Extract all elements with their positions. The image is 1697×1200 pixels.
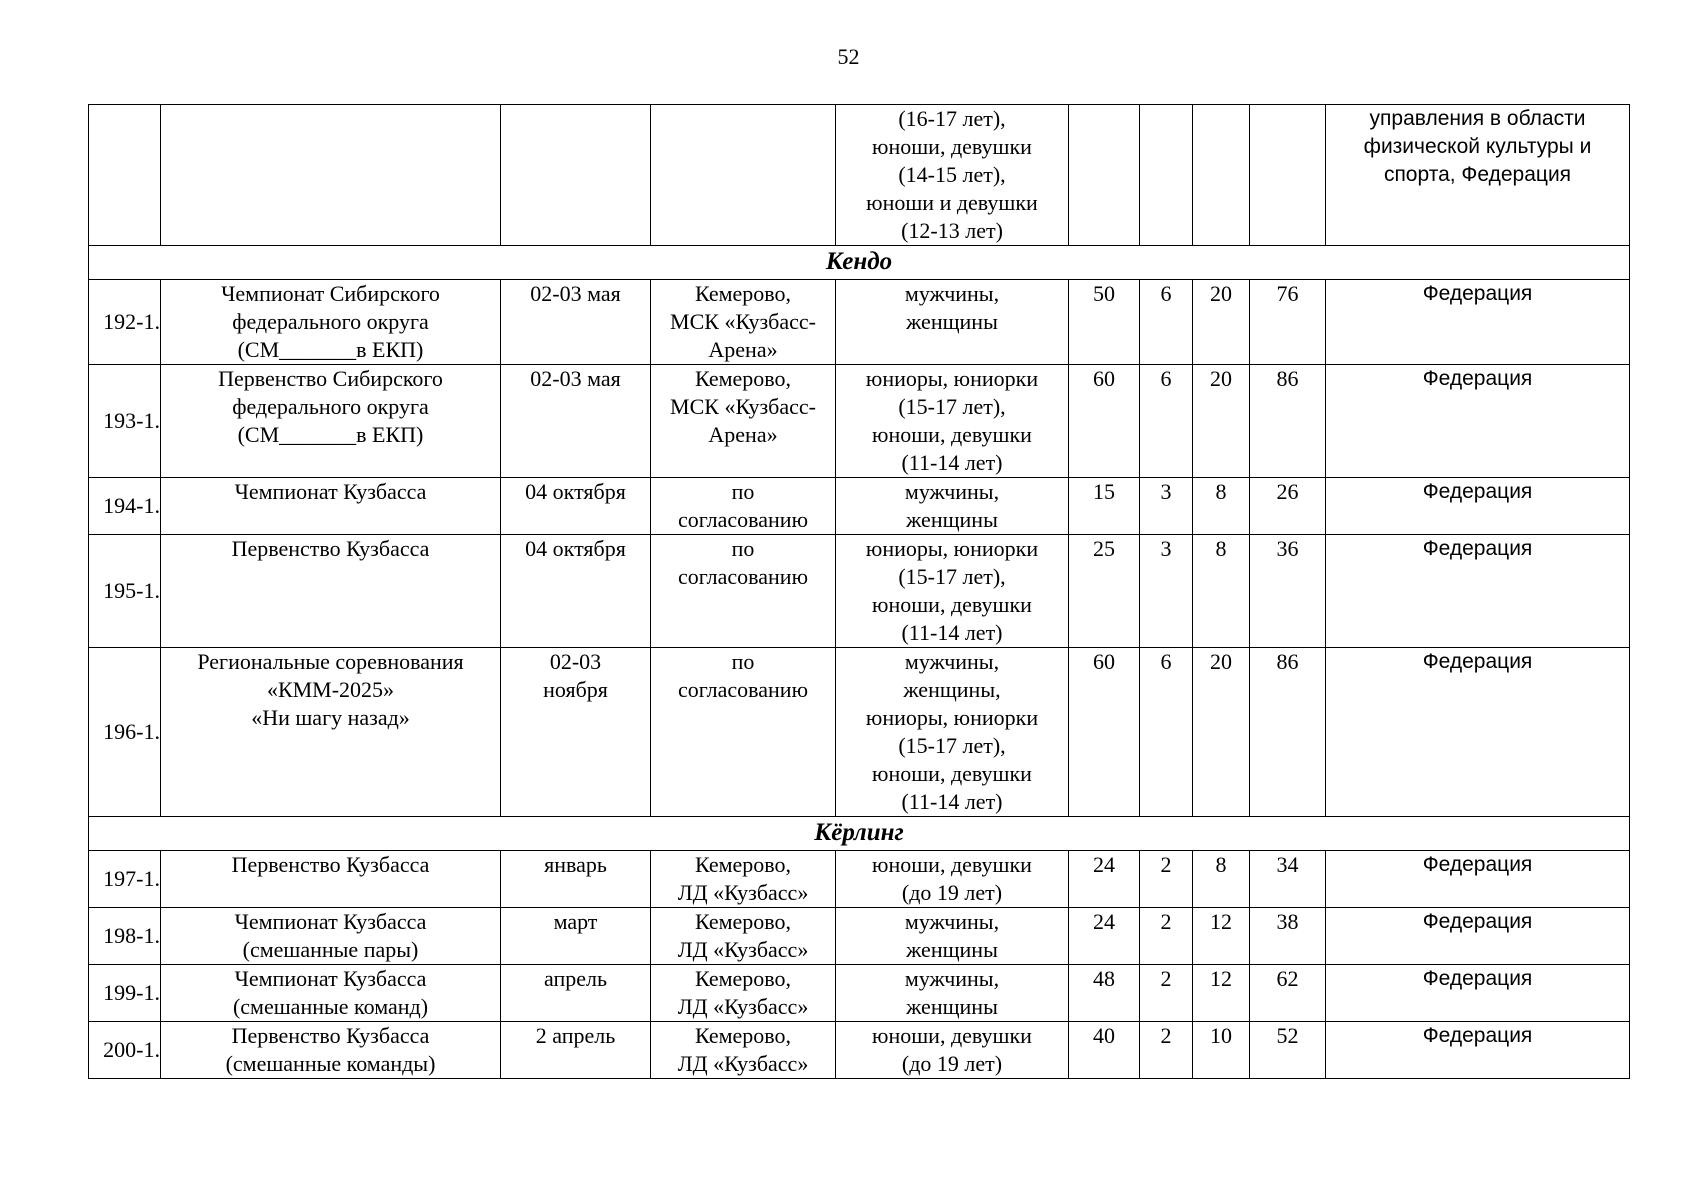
event-name-cell-line: Региональные соревнования — [197, 649, 464, 674]
count-cell-line: 25 — [1093, 536, 1115, 561]
organizer-cell-line: Федерация — [1422, 367, 1533, 390]
participants-cell-line: юниоры, юниорки — [865, 366, 1039, 391]
participants-cell — [836, 908, 1069, 965]
count-cell-line: 10 — [1210, 1023, 1232, 1048]
count-cell-line: 60 — [1093, 366, 1115, 391]
participants-cell-line: женщины — [906, 937, 998, 962]
event-name-cell-line: «Ни шагу назад» — [251, 705, 410, 730]
event-name-cell-line: Чемпионат Кузбасса — [234, 479, 427, 504]
event-name-cell-line: (смешанные команды) — [225, 1051, 436, 1076]
place-cell — [651, 908, 836, 965]
count-cell-line: 48 — [1093, 966, 1115, 991]
table-row-continuation — [89, 105, 1630, 246]
event-name-cell-line: Чемпионат Кузбасса — [234, 909, 427, 934]
num-cell-line: 199-1. — [103, 980, 160, 1005]
participants-cell — [836, 965, 1069, 1022]
section-title — [89, 246, 1630, 280]
participants-cell — [836, 280, 1069, 365]
table-body — [89, 105, 1630, 1079]
num-cell — [89, 851, 161, 908]
table-row — [89, 365, 1630, 478]
count-cell — [1140, 965, 1193, 1022]
event-name-cell — [161, 965, 501, 1022]
participants-cell-line: женщины — [906, 507, 998, 532]
section-row — [89, 817, 1630, 851]
place-cell-line: Кемерово, — [694, 909, 792, 934]
date-cell — [501, 965, 651, 1022]
num-cell-line: 198-1. — [103, 923, 160, 948]
count-cell — [1193, 105, 1250, 246]
num-cell — [89, 105, 161, 246]
participants-cell-line: (до 19 лет) — [901, 880, 1003, 905]
place-cell-line: согласованию — [677, 564, 809, 589]
place-cell — [651, 105, 836, 246]
count-cell — [1140, 535, 1193, 648]
participants-cell-line: (15-17 лет), — [898, 733, 1006, 758]
date-cell-line: ноября — [543, 677, 608, 702]
organizer-cell — [1326, 105, 1630, 246]
place-cell — [651, 535, 836, 648]
place-cell — [651, 965, 836, 1022]
count-cell-line: 50 — [1093, 281, 1115, 306]
table-row — [89, 851, 1630, 908]
event-name-cell-line: федерального округа — [232, 309, 429, 334]
count-cell-line: 52 — [1276, 1023, 1299, 1048]
num-cell-line: 194-1. — [103, 493, 160, 518]
participants-cell — [836, 105, 1069, 246]
count-cell — [1140, 105, 1193, 246]
participants-cell — [836, 851, 1069, 908]
count-cell-line: 24 — [1093, 852, 1115, 877]
place-cell — [651, 478, 836, 535]
organizer-cell — [1326, 478, 1630, 535]
participants-cell-line: мужчины, — [904, 966, 1000, 991]
count-cell — [1069, 365, 1140, 478]
num-cell — [89, 365, 161, 478]
participants-cell-line: юноши, девушки — [872, 422, 1032, 447]
organizer-cell — [1326, 851, 1630, 908]
participants-cell-line: мужчины, — [904, 281, 1000, 306]
participants-cell-line: (14-15 лет), — [898, 162, 1006, 187]
count-cell-line: 2 — [1160, 966, 1172, 991]
date-cell-line: 02-03 — [549, 649, 602, 674]
count-cell-line: 86 — [1276, 366, 1299, 391]
count-cell — [1069, 478, 1140, 535]
place-cell-line: согласованию — [677, 677, 809, 702]
place-cell-line: ЛД «Кузбасс» — [677, 994, 809, 1019]
count-cell — [1069, 648, 1140, 817]
count-cell — [1069, 908, 1140, 965]
event-name-cell-line: «КММ-2025» — [266, 677, 395, 702]
organizer-cell — [1326, 1022, 1630, 1079]
participants-cell — [836, 365, 1069, 478]
count-cell-line: 12 — [1210, 966, 1232, 991]
count-cell — [1069, 965, 1140, 1022]
num-cell-line: 196-1. — [103, 719, 160, 744]
participants-cell — [836, 478, 1069, 535]
participants-cell-line: юноши и девушки — [866, 190, 1038, 215]
place-cell-line: МСК «Кузбасс- — [670, 394, 816, 419]
participants-cell-line: (11-14 лет) — [901, 620, 1003, 645]
count-cell-line: 62 — [1276, 966, 1299, 991]
count-cell — [1250, 105, 1326, 246]
organizer-cell — [1326, 280, 1630, 365]
place-cell-line: Кемерово, — [694, 1023, 792, 1048]
place-cell-line: по — [731, 536, 755, 561]
date-cell-line: январь — [544, 852, 607, 877]
organizer-cell — [1326, 965, 1630, 1022]
count-cell-line: 20 — [1210, 281, 1232, 306]
date-cell-line: 04 октября — [525, 479, 626, 504]
table-row — [89, 648, 1630, 817]
count-cell — [1250, 478, 1326, 535]
count-cell-line: 24 — [1093, 909, 1115, 934]
count-cell-line: 8 — [1215, 479, 1227, 504]
participants-cell-line: (до 19 лет) — [901, 1051, 1003, 1076]
place-cell — [651, 280, 836, 365]
count-cell-line: 20 — [1210, 366, 1232, 391]
participants-cell — [836, 535, 1069, 648]
num-cell-line: 192-1. — [103, 309, 160, 334]
date-cell-line: 02-03 мая — [530, 366, 621, 391]
num-cell — [89, 908, 161, 965]
num-cell-line: 193-1. — [103, 408, 160, 433]
count-cell — [1069, 1022, 1140, 1079]
place-cell-line: по — [731, 479, 755, 504]
participants-cell-line: юноши, девушки — [872, 592, 1032, 617]
count-cell — [1140, 1022, 1193, 1079]
date-cell — [501, 648, 651, 817]
event-name-cell-line: Чемпионат Кузбасса — [234, 966, 427, 991]
events-table — [88, 104, 1630, 1079]
num-cell — [89, 535, 161, 648]
participants-cell-line: мужчины, — [904, 909, 1000, 934]
organizer-cell-line: Федерация — [1422, 282, 1533, 305]
count-cell-line: 20 — [1210, 649, 1232, 674]
organizer-cell — [1326, 365, 1630, 478]
date-cell — [501, 1022, 651, 1079]
count-cell-line: 6 — [1160, 366, 1172, 391]
event-name-cell — [161, 648, 501, 817]
participants-cell-line: (15-17 лет), — [898, 564, 1006, 589]
participants-cell-line: (15-17 лет), — [898, 394, 1006, 419]
place-cell-line: Кемерово, — [694, 852, 792, 877]
count-cell — [1193, 1022, 1250, 1079]
count-cell-line: 40 — [1093, 1023, 1115, 1048]
organizer-cell — [1326, 648, 1630, 817]
event-name-cell — [161, 280, 501, 365]
count-cell — [1140, 851, 1193, 908]
count-cell — [1193, 851, 1250, 908]
count-cell-line: 6 — [1160, 649, 1172, 674]
count-cell — [1193, 908, 1250, 965]
date-cell — [501, 105, 651, 246]
participants-cell-line: юноши, девушки — [872, 1023, 1032, 1048]
place-cell — [651, 648, 836, 817]
participants-cell-line: мужчины, — [904, 649, 1000, 674]
place-cell-line: Арена» — [708, 422, 778, 447]
organizer-cell-line: физической культуры и — [1363, 135, 1592, 158]
count-cell-line: 86 — [1276, 649, 1299, 674]
count-cell-line: 76 — [1276, 281, 1299, 306]
organizer-cell-line: спорта, Федерация — [1383, 163, 1572, 186]
participants-cell-line: женщины — [906, 309, 998, 334]
event-name-cell-line: Первенство Кузбасса — [231, 1023, 430, 1048]
num-cell — [89, 648, 161, 817]
place-cell-line: ЛД «Кузбасс» — [677, 937, 809, 962]
participants-cell-line: юноши, девушки — [872, 761, 1032, 786]
count-cell-line: 8 — [1215, 852, 1227, 877]
num-cell — [89, 280, 161, 365]
count-cell — [1140, 908, 1193, 965]
count-cell-line: 26 — [1276, 479, 1299, 504]
place-cell-line: Кемерово, — [694, 281, 792, 306]
participants-cell-line: женщины — [906, 994, 998, 1019]
event-name-cell — [161, 535, 501, 648]
count-cell — [1140, 280, 1193, 365]
event-name-cell-line: (СМ_______в ЕКП) — [237, 422, 424, 447]
participants-cell-line: женщины, — [903, 677, 1001, 702]
place-cell-line: Кемерово, — [694, 966, 792, 991]
table-row — [89, 908, 1630, 965]
organizer-cell — [1326, 908, 1630, 965]
section-row — [89, 246, 1630, 280]
count-cell-line: 8 — [1215, 536, 1227, 561]
event-name-cell — [161, 908, 501, 965]
date-cell-line: март — [553, 909, 598, 934]
count-cell-line: 34 — [1276, 852, 1299, 877]
place-cell — [651, 851, 836, 908]
num-cell — [89, 1022, 161, 1079]
place-cell-line: согласованию — [677, 507, 809, 532]
section-title-line: Кендо — [825, 248, 893, 275]
count-cell-line: 12 — [1210, 909, 1232, 934]
date-cell — [501, 280, 651, 365]
place-cell-line: по — [731, 649, 755, 674]
count-cell — [1193, 365, 1250, 478]
count-cell-line: 36 — [1276, 536, 1299, 561]
num-cell-line: 197-1. — [103, 866, 160, 891]
count-cell-line: 2 — [1160, 1023, 1172, 1048]
num-cell-line: 200-1. — [103, 1037, 160, 1062]
participants-cell-line: (11-14 лет) — [901, 789, 1003, 814]
date-cell — [501, 851, 651, 908]
date-cell — [501, 535, 651, 648]
date-cell-line: апрель — [543, 966, 608, 991]
event-name-cell — [161, 105, 501, 246]
count-cell — [1069, 535, 1140, 648]
date-cell — [501, 478, 651, 535]
count-cell-line: 15 — [1093, 479, 1115, 504]
organizer-cell-line: управления в области — [1369, 107, 1586, 130]
event-name-cell-line: Первенство Кузбасса — [231, 536, 430, 561]
count-cell — [1250, 851, 1326, 908]
count-cell — [1250, 908, 1326, 965]
count-cell — [1193, 280, 1250, 365]
count-cell — [1250, 280, 1326, 365]
place-cell-line: ЛД «Кузбасс» — [677, 880, 809, 905]
count-cell-line: 3 — [1160, 479, 1172, 504]
table-row — [89, 1022, 1630, 1079]
event-name-cell — [161, 1022, 501, 1079]
num-cell — [89, 965, 161, 1022]
section-title — [89, 817, 1630, 851]
count-cell — [1140, 478, 1193, 535]
event-name-cell-line: федерального округа — [232, 394, 429, 419]
participants-cell — [836, 1022, 1069, 1079]
count-cell — [1140, 365, 1193, 478]
event-name-cell-line: Первенство Кузбасса — [231, 852, 430, 877]
participants-cell-line: (11-14 лет) — [901, 450, 1003, 475]
event-name-cell-line: (смешанные команд) — [232, 994, 429, 1019]
count-cell — [1250, 1022, 1326, 1079]
event-name-cell-line: (СМ_______в ЕКП) — [237, 337, 424, 362]
event-name-cell — [161, 478, 501, 535]
table-row — [89, 535, 1630, 648]
count-cell-line: 6 — [1160, 281, 1172, 306]
num-cell — [89, 478, 161, 535]
organizer-cell-line: Федерация — [1422, 480, 1533, 503]
participants-cell-line: юниоры, юниорки — [865, 705, 1039, 730]
count-cell-line: 3 — [1160, 536, 1172, 561]
table-row — [89, 478, 1630, 535]
organizer-cell-line: Федерация — [1422, 853, 1533, 876]
count-cell — [1069, 851, 1140, 908]
count-cell — [1069, 280, 1140, 365]
place-cell — [651, 365, 836, 478]
organizer-cell — [1326, 535, 1630, 648]
participants-cell-line: юноши, девушки — [872, 852, 1032, 877]
date-cell — [501, 908, 651, 965]
date-cell-line: 02-03 мая — [530, 281, 621, 306]
place-cell-line: Арена» — [708, 337, 778, 362]
count-cell — [1140, 648, 1193, 817]
count-cell — [1250, 965, 1326, 1022]
section-title-line: Кёрлинг — [814, 819, 904, 846]
date-cell-line: 2 апрель — [535, 1023, 616, 1048]
count-cell — [1250, 535, 1326, 648]
count-cell — [1193, 648, 1250, 817]
event-name-cell-line: Первенство Сибирского — [218, 366, 443, 391]
num-cell-line: 195-1. — [103, 578, 160, 603]
organizer-cell-line: Федерация — [1422, 910, 1533, 933]
count-cell — [1193, 478, 1250, 535]
count-cell-line: 60 — [1093, 649, 1115, 674]
organizer-cell-line: Федерация — [1422, 537, 1533, 560]
place-cell-line: ЛД «Кузбасс» — [677, 1051, 809, 1076]
count-cell — [1193, 965, 1250, 1022]
count-cell-line: 2 — [1160, 852, 1172, 877]
count-cell-line: 2 — [1160, 909, 1172, 934]
organizer-cell-line: Федерация — [1422, 1024, 1533, 1047]
count-cell — [1069, 105, 1140, 246]
table-row — [89, 280, 1630, 365]
count-cell — [1193, 535, 1250, 648]
date-cell — [501, 365, 651, 478]
participants-cell — [836, 648, 1069, 817]
count-cell-line: 38 — [1276, 909, 1299, 934]
participants-cell-line: юноши, девушки — [872, 134, 1032, 159]
participants-cell-line: (16-17 лет), — [898, 106, 1006, 131]
organizer-cell-line: Федерация — [1422, 650, 1533, 673]
page-number: 52 — [837, 44, 860, 69]
place-cell-line: Кемерово, — [694, 366, 792, 391]
place-cell-line: МСК «Кузбасс- — [670, 309, 816, 334]
participants-cell-line: (12-13 лет) — [901, 218, 1003, 243]
event-name-cell-line: Чемпионат Сибирского — [221, 281, 440, 306]
place-cell — [651, 1022, 836, 1079]
count-cell — [1250, 648, 1326, 817]
event-name-cell — [161, 851, 501, 908]
table-row — [89, 965, 1630, 1022]
participants-cell-line: мужчины, — [904, 479, 1000, 504]
participants-cell-line: юниоры, юниорки — [865, 536, 1039, 561]
date-cell-line: 04 октября — [525, 536, 626, 561]
event-name-cell-line: (смешанные пары) — [242, 937, 419, 962]
event-name-cell — [161, 365, 501, 478]
count-cell — [1250, 365, 1326, 478]
organizer-cell-line: Федерация — [1422, 967, 1533, 990]
